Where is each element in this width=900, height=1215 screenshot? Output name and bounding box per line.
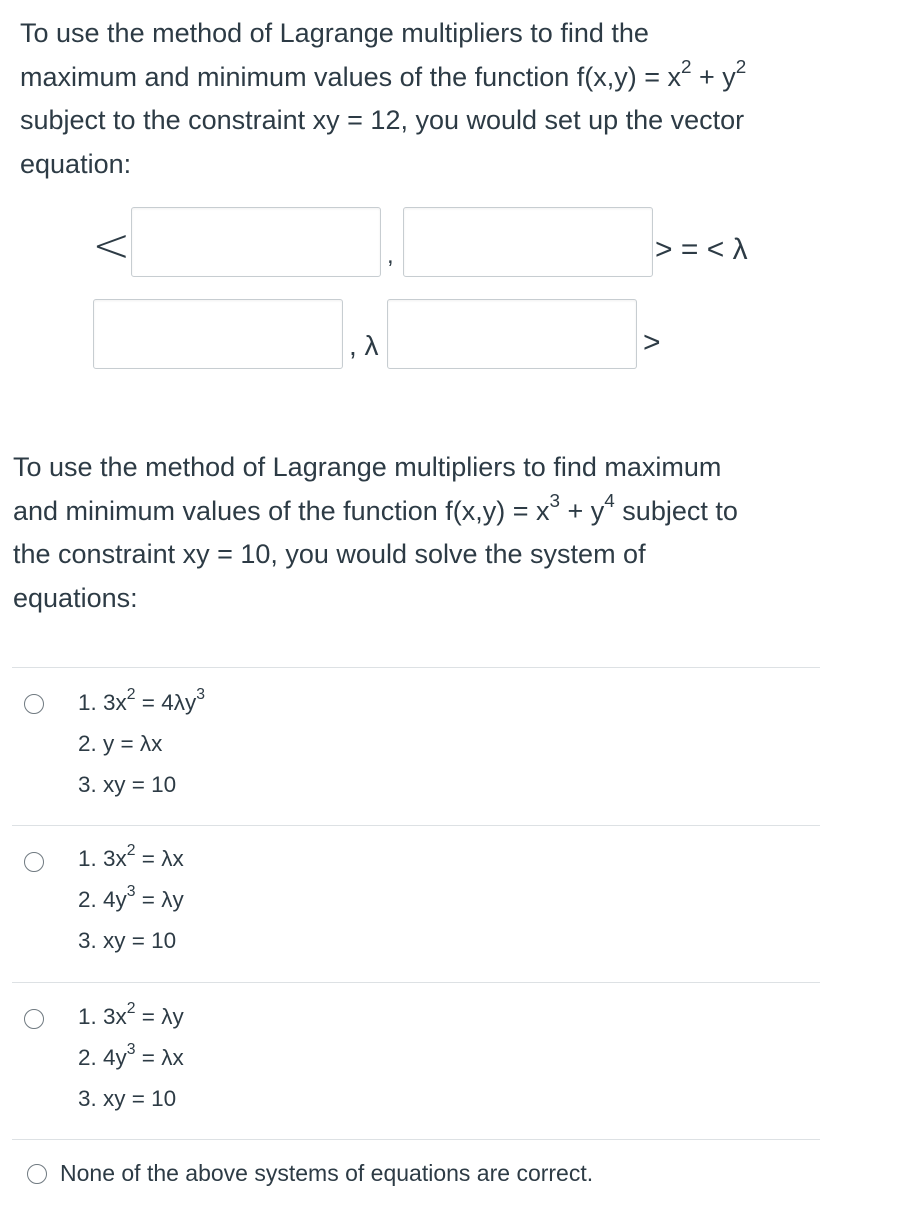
open-angle-bracket: < [92,218,131,272]
question-2-line-3: the constraint xy = 10, you would solve the system of [13,539,646,569]
comma-separator: , [387,242,394,269]
gradient-f-y-input[interactable] [403,207,653,277]
close-angle-bracket: > [643,326,661,359]
equation-text: 1. 3x [78,690,127,715]
equation-text: = λx [135,1045,184,1070]
equals-lambda-label: > = < λ [655,233,748,266]
option-b-radio[interactable] [24,852,44,872]
exponent: 2 [126,842,136,860]
question-2-line-2-suffix: subject to [614,495,738,526]
exponent: 4 [604,490,615,512]
question-2-prompt [13,446,813,620]
question-2-line-2 [13,490,813,534]
option-divider [12,1139,820,1140]
option-a-radio[interactable] [24,694,44,714]
comma-lambda-label: , λ [349,330,379,361]
equation-line: 2. y = λx [78,731,163,756]
option-b-equations[interactable] [78,838,184,961]
option-c-radio[interactable] [24,1009,44,1029]
option-divider [12,667,820,668]
equation-line [78,879,184,920]
option-d-radio[interactable] [27,1164,47,1184]
exponent: 2 [126,1000,136,1018]
exponent: 3 [196,686,205,704]
equation-text: 1. 3x [78,1004,127,1029]
exponent: 3 [549,490,560,512]
option-divider [12,825,820,826]
question-1-line-4: equation: [20,148,132,179]
equation-text: = λy [135,887,184,912]
equation-text: = λx [135,846,184,871]
option-divider [12,982,820,983]
exponent: 3 [126,883,136,901]
equation-line [78,996,184,1037]
equation-line: 3. xy = 10 [78,1086,177,1111]
equation-line [78,838,184,879]
question-1-line-3: subject to the constraint xy = 12, you would set up the vector [20,105,745,135]
equation-text: 1. 3x [78,846,127,871]
option-d-label[interactable]: None of the above systems of equations are correct. [60,1160,594,1186]
equation-text: = λy [135,1004,184,1029]
question-2-line-2-text: and minimum values of the function f(x,y) = x [13,495,550,526]
gradient-f-x-input[interactable] [131,207,381,277]
exponent: 2 [735,56,747,78]
option-a-equations[interactable] [78,682,205,805]
exponent: 2 [681,56,692,78]
equation-text: = 4λy [135,690,197,715]
question-1-line-2-mid: + y [691,61,736,92]
exponent: 3 [126,1041,136,1059]
equation-line: 3. xy = 10 [78,928,177,953]
question-1-line-2 [20,56,820,100]
question-1-line-2-text: maximum and minimum values of the function f(x,y) = x [20,61,681,92]
question-2-line-2-mid: + y [560,495,605,526]
option-c-equations[interactable] [78,996,184,1119]
question-1-line-1: To use the method of Lagrange multipliers to find the [20,18,649,48]
equation-line [78,682,205,723]
question-2-line-1: To use the method of Lagrange multipliers to find maximum [13,452,722,482]
exponent: 2 [126,686,136,704]
equation-text: 2. 4y [78,1045,127,1070]
gradient-g-y-input[interactable] [387,299,637,369]
question-1-prompt [20,12,820,186]
question-2-line-4: equations: [13,582,138,613]
equation-text: 2. 4y [78,887,127,912]
equation-line: 3. xy = 10 [78,772,177,797]
equation-line [78,1037,184,1078]
gradient-g-x-input[interactable] [93,299,343,369]
